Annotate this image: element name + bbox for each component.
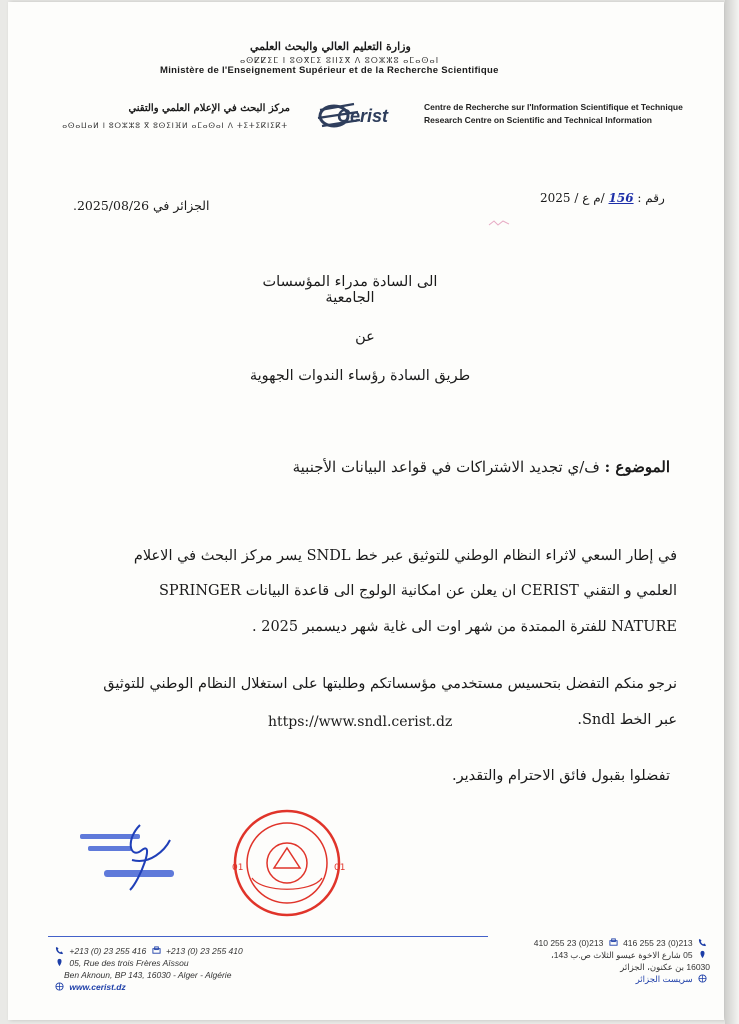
location-icon xyxy=(698,950,707,959)
reference-number xyxy=(540,191,665,205)
center-tifinagh: ⴰⵙⴰⵡⴰⵍ ⵏ ⵓⵔⵣⵣⵓ ⴳ ⵓⵙⵉⵏⴼⵍ ⴰⵎⴰⵙⴰⵏ ⴷ ⵜⵉⵜⵉⴽⵏⵉⴽⵜ xyxy=(62,121,288,130)
footer-right-fax: 213(0) 23 255 410 xyxy=(533,938,604,948)
footer-left-web-link[interactable]: www.cerist.dz xyxy=(69,982,126,992)
subject-line xyxy=(250,458,670,476)
subject-prefix: ف/ي xyxy=(567,458,600,476)
globe-icon xyxy=(55,982,64,991)
fax-icon xyxy=(609,938,618,947)
globe-icon xyxy=(698,974,707,983)
date-line: الجزائر في 2025/08/26. xyxy=(73,198,210,213)
recipient-line-3: طريق السادة رؤساء الندوات الجهوية xyxy=(249,368,471,384)
footer-left-contacts xyxy=(52,946,243,956)
footer-right-address-2: 16030 بن عكنون، الجزائر xyxy=(620,962,710,972)
footer-right-web-link[interactable]: سريست الجزائر xyxy=(635,974,693,984)
reference-label: رقم : xyxy=(637,191,665,205)
body-paragraph-1-line-3: NATURE للفترة الممتدة من شهر اوت الى غاية شهر ديسمبر 2025 . xyxy=(252,619,677,635)
footer-left-address-2: Ben Aknoun, BP 143, 16030 - Alger - Algérie xyxy=(64,970,232,980)
body-paragraph-2-line-1: نرجو منكم التفضل بتحسيس مستخدمي مؤسساتكم وطلبتها على استغلال النظام الوطني للتوثيق xyxy=(103,676,677,692)
footer-left-address-1 xyxy=(52,958,189,968)
director-signature xyxy=(70,820,190,900)
footer-right-web xyxy=(460,974,710,985)
sndl-url-link[interactable]: https://www.sndl.cerist.dz xyxy=(268,714,453,730)
subject-label: الموضوع : xyxy=(604,458,670,476)
phone-icon xyxy=(55,946,64,955)
footer-right-contacts xyxy=(460,938,710,948)
location-icon xyxy=(55,958,64,967)
footer-left-phone: +213 (0) 23 255 416 xyxy=(69,946,147,956)
ministry-french: Ministère de l'Enseignement Supérieur et de la Recherche Scientifique xyxy=(160,65,499,76)
body-paragraph-1-line-2: العلمي و التقني CERIST ان يعلن عن امكانية الولوج الى قاعدة البيانات SPRINGER xyxy=(158,583,677,599)
closing-line: تفضلوا بقبول فائق الاحترام والتقدير. xyxy=(451,768,670,784)
cerist-logo-text: Cerist xyxy=(337,106,389,126)
footer-right-addr1-text: 05 شارع الاخوة عيسو الثلاث ص.ب 143، xyxy=(551,950,693,960)
footer-left-web xyxy=(52,982,126,992)
center-arabic: مركز البحث في الإعلام العلمي والتقني xyxy=(128,103,290,114)
footer-right-address-1 xyxy=(460,950,710,961)
ministry-arabic: وزارة التعليم العالي والبحث العلمي xyxy=(250,40,411,53)
footer-left-addr1-text: 05, Rue des trois Frères Aïssou xyxy=(69,958,189,968)
center-english: Research Centre on Scientific and Technical Information xyxy=(424,115,652,125)
body-paragraph-2-line-2: عبر الخط Sndl. xyxy=(577,712,677,728)
page-edge xyxy=(725,0,739,1024)
svg-text:01: 01 xyxy=(232,863,244,873)
svg-text:01: 01 xyxy=(334,863,346,873)
recipient-line-1: الى السادة مدراء المؤسسات الجامعية xyxy=(262,274,438,306)
faint-mark xyxy=(488,219,510,227)
reference-suffix: /م ع / 2025 xyxy=(540,191,605,205)
subject-text: تجديد الاشتراكات في قواعد البيانات الأجنبية xyxy=(292,458,563,476)
footer-divider xyxy=(48,936,488,937)
body-paragraph-1-line-1: في إطار السعي لاثراء النظام الوطني للتوثيق عبر خط SNDL يسر مركز البحث في الاعلام xyxy=(133,548,677,564)
official-red-stamp xyxy=(212,808,362,918)
recipient-line-2: عن xyxy=(355,329,375,345)
center-french: Centre de Recherche sur l'Information Scientifique et Technique xyxy=(424,102,683,112)
fax-icon xyxy=(152,946,161,955)
reference-handwritten-number: 156 xyxy=(608,191,634,205)
phone-icon xyxy=(698,938,707,947)
ministry-tifinagh: ⴰⵙⵇⵇⵉⵎ ⵏ ⵓⵙⴳⵎⵉ ⵓⵏⵏⵉⴳ ⴷ ⵓⵔⵣⵣⵓ ⴰⵎⴰⵙⴰⵏ xyxy=(240,56,440,65)
footer-left-fax: +213 (0) 23 255 410 xyxy=(165,946,243,956)
footer-right-phone: 213(0) 23 255 416 xyxy=(623,938,693,948)
